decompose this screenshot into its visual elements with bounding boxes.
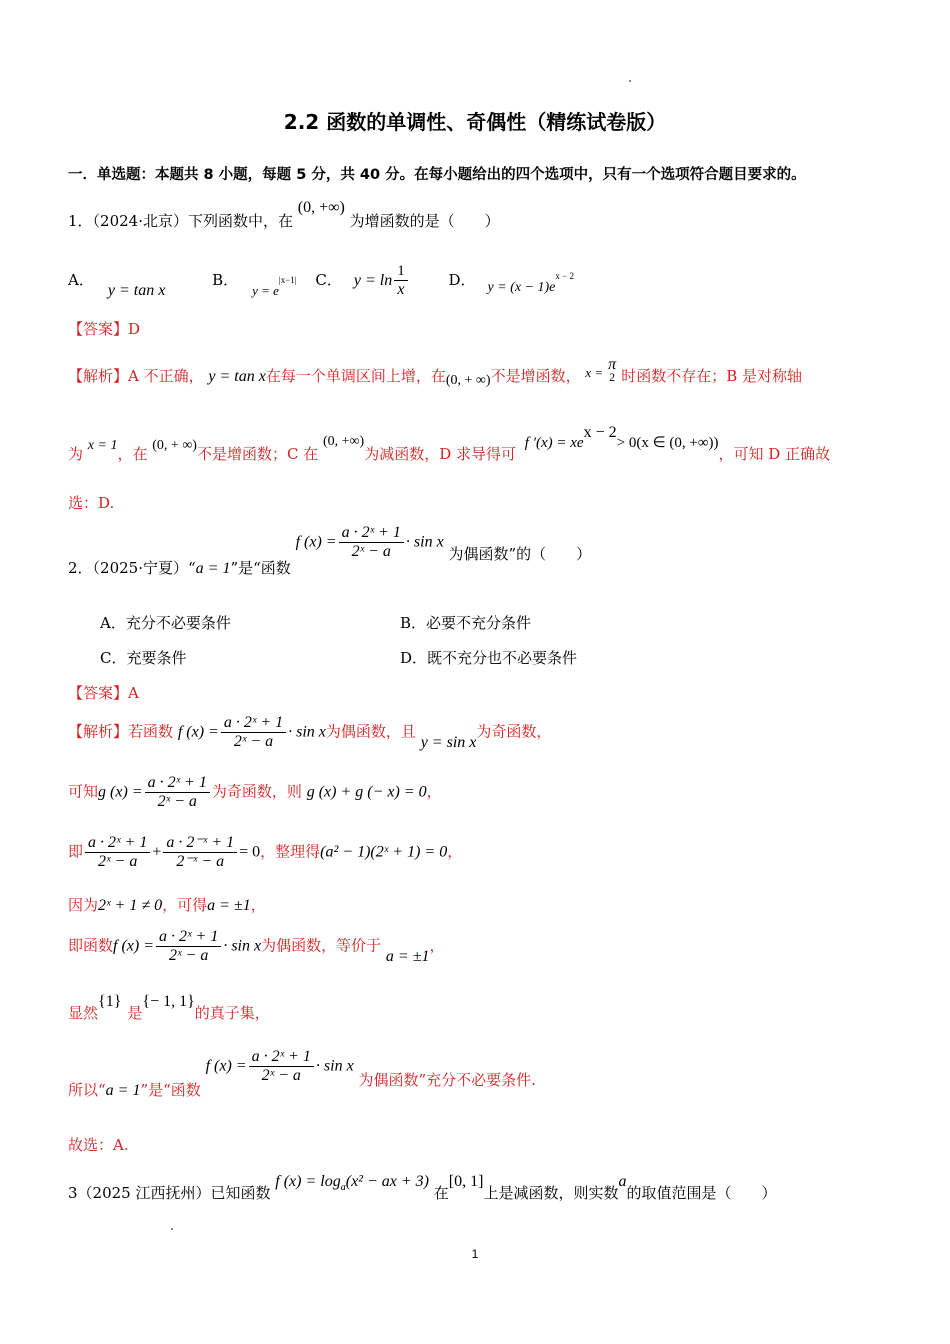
q2-exp2-fraction: $\frac{\text{a · 2ˣ + 1}}{\text{2ˣ − a}}$	[145, 774, 210, 811]
q1-options	[68, 262, 574, 299]
q2-option-d: D．既不充分也不必要条件	[400, 649, 578, 667]
page-title: 2.2 函数的单调性、奇偶性（精练试卷版）	[283, 110, 667, 134]
q1-pi-over-2-fraction: π 2	[608, 356, 617, 384]
q2-explanation-line5: 即函数f (x) = $\frac{\text{a · 2ˣ + 1}}{\text{2ˣ − a}}$ · sin x为偶函数，等价于 a = ±1，	[68, 928, 445, 965]
q1-option-c: C． y = ln $\frac{1}{x}$	[315, 271, 414, 289]
q2-explanation-line1: 【解析】若函数 f (x) = $\frac{\text{a · 2ˣ + 1}}{\text{2ˣ − a}}$ · sin x为偶函数，且 y = sin x为奇函数，	[68, 714, 552, 751]
q2-explanation-line6: 显然{1}是{− 1, 1}的真子集，	[68, 993, 270, 1022]
q2-option-c: C．充要条件	[100, 649, 187, 667]
q2-option-b: B．必要不充分条件	[400, 614, 532, 632]
q2-exp5-fraction: $\frac{\text{a · 2ˣ + 1}}{\text{2ˣ − a}}$	[156, 928, 221, 965]
q1-explanation-line3: 选：D.	[68, 494, 115, 512]
q1-explanation-line1: 【解析】A 不正确， y = tan x在每一个单调区间上增，在(0, + ∞)不是增函数， x = π 2 时函数不存在；B 是对称轴	[68, 356, 802, 388]
q2-explanation-line3: 即 $\frac{\text{a · 2ˣ + 1}}{\text{2ˣ − a}}$ + $\frac{\text{a · 2⁻ˣ + 1}}{\text{2⁻ˣ − a}}$ = 0，整理得(a² − 1)(2ˣ + 1) = 0，	[68, 834, 463, 870]
q2-answer: 【答案】A	[68, 684, 139, 702]
decorative-dot	[171, 1228, 173, 1230]
q3-stem: 3（2025 江西抚州）已知函数 f $(x) = \log_a(x^2$ − ax + 3) 在[0, 1]上是减函数，则实数a的取值范围是（ ）	[68, 1173, 777, 1202]
q2-exp7-fraction: $\frac{\text{a · 2ˣ + 1}}{\text{2ˣ − a}}$	[249, 1048, 314, 1085]
q2-option-a: A．充分不必要条件	[100, 614, 231, 632]
decorative-dot	[629, 80, 631, 82]
q1-answer: 【答案】D	[68, 320, 141, 338]
q1-option-c-fraction: $\frac{1}{x}$	[394, 262, 408, 299]
q1-option-b: B．$y = e^{|x-1|}$	[212, 270, 297, 298]
q1-stem: 1．（2024·北京）下列函数中，在 (0, +∞) 为增函数的是（ ）	[68, 199, 500, 230]
page-number: 1	[471, 1247, 479, 1261]
q1-option-d: D． $y = (x - 1)e^{x - 2}$	[448, 270, 574, 295]
q2-stem: 2．（2025·宁夏）“a = 1”是“函数 f (x) = $\frac{\text{a · 2ˣ + 1}}{\text{2ˣ − a}}$ · sin x 为偶函数”的（ ）	[68, 524, 592, 577]
q2-exp3-fraction-1: $\frac{\text{a · 2ˣ + 1}}{\text{2ˣ − a}}$	[85, 834, 150, 871]
q2-exp3-fraction-2: $\frac{\text{a · 2⁻ˣ + 1}}{\text{2⁻ˣ − a}}$	[163, 834, 237, 871]
q2-function-fraction: $\frac{\text{a · 2ˣ + 1}}{\text{2ˣ − a}}$	[339, 524, 404, 561]
q2-explanation-line8: 故选：A.	[68, 1136, 129, 1154]
q2-explanation-line7: 所以“a = 1”是“函数 f (x) = $\frac{\text{a · 2ˣ + 1}}{\text{2ˣ − a}}$ · sin x 为偶函数”充分不必要条件.	[68, 1048, 536, 1099]
q2-explanation-line4: 因为2ˣ + 1 ≠ 0，可得a = ±1，	[68, 896, 266, 914]
q1-explanation-line2: 为 x = 1，在 (0, + ∞)不是增函数；C 在 (0, +∞)为减函数，D 求导得可 f $'(x) = xe^{x - 2}> 0(x$ ∈ (0, +∞))，可知 D 正确故	[68, 424, 831, 463]
q2-explanation-line2: 可知g (x) = $\frac{\text{a · 2ˣ + 1}}{\text{2ˣ − a}}$ 为奇函数，则 g (x) + g (− x) = 0，	[68, 774, 442, 810]
q1-option-a: A．y = tan x	[68, 270, 166, 299]
section-heading: 一．单选题：本题共 8 小题，每题 5 分，共 40 分。在每小题给出的四个选项中，只有一个选项符合题目要求的。	[68, 167, 806, 183]
q2-exp1-fraction: $\frac{\text{a · 2ˣ + 1}}{\text{2ˣ − a}}$	[221, 714, 286, 751]
